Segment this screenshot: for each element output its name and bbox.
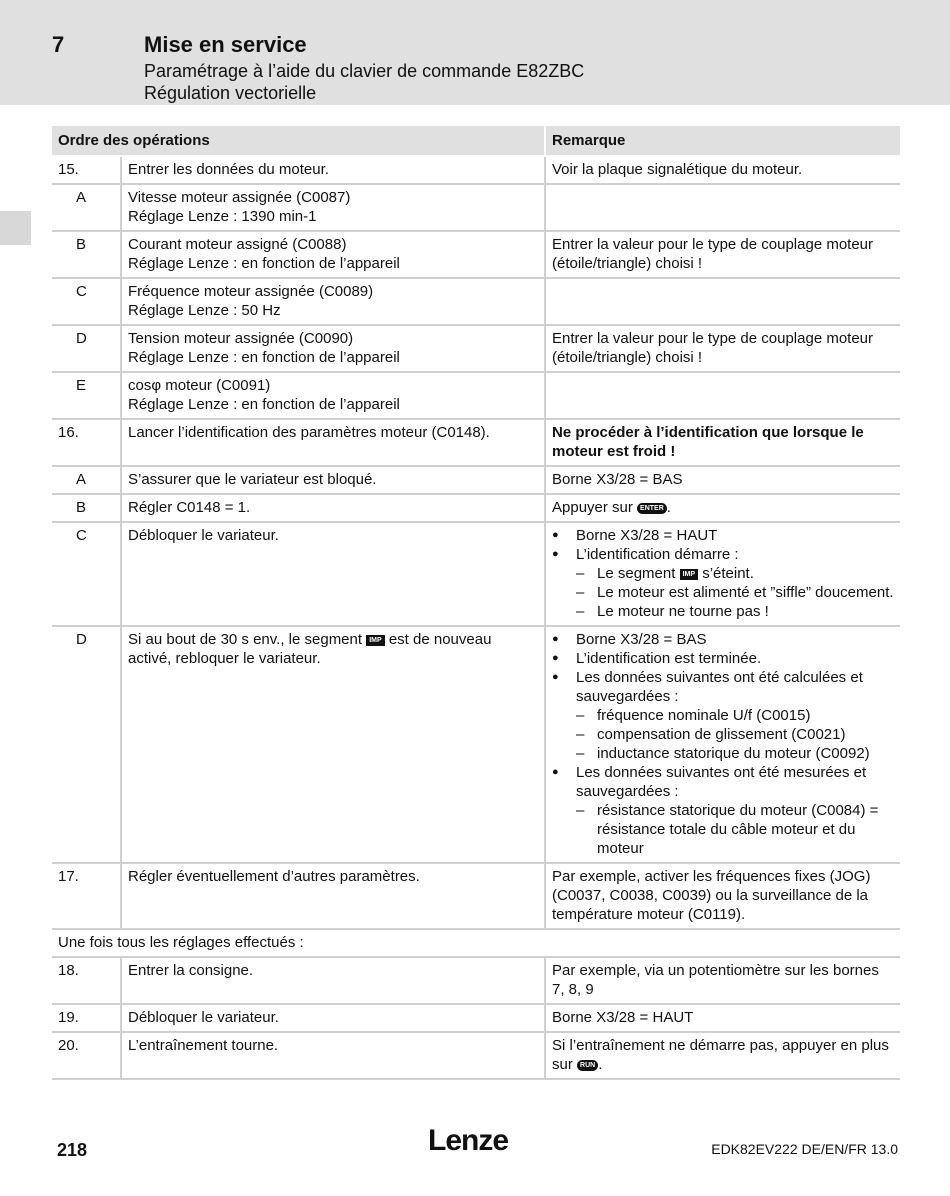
step-text-line: Réglage Lenze : en fonction de l’appareil [128, 396, 400, 413]
step-text [122, 279, 546, 324]
chapter-number: 7 [52, 32, 65, 57]
table-row [52, 232, 900, 279]
remark-text: Si l’entraînement ne démarre pas, appuyer en plus sur [552, 1037, 889, 1073]
table-row [52, 1005, 900, 1033]
step-remark: Par exemple, activer les fréquences fixes (JOG) (C0037, C0038, C0039) ou la surveillance de la température moteur (C0119). [552, 868, 871, 923]
list-item-text: L’identification démarre : [576, 546, 739, 563]
step-remark [546, 523, 900, 625]
lenze-logo: Lenze [428, 1124, 509, 1157]
step-remark [546, 185, 900, 230]
step-text: Régler éventuellement d’autres paramètres. [122, 864, 546, 928]
list-item: ● L’identification est terminée. [552, 649, 894, 668]
substep-letter: E [52, 373, 122, 418]
step-remark: Entrer la valeur pour le type de couplage moteur (étoile/triangle) choisi ! [552, 236, 874, 272]
remark-text: Appuyer sur [552, 499, 633, 516]
step-text-line: Tension moteur assignée (C0090) [128, 330, 354, 347]
dash-list [576, 801, 894, 858]
step-remark: Entrer la valeur pour le type de couplage moteur (étoile/triangle) choisi ! [552, 330, 874, 366]
list-item: ● Borne X3/28 = BAS [552, 630, 894, 649]
list-item: – Le moteur est alimenté et ”siffle” doucement. [576, 583, 894, 602]
document-reference: EDK82EV222 DE/EN/FR 13.0 [711, 1141, 898, 1157]
step-text-line: Courant moteur assigné (C0088) [128, 236, 347, 253]
step-number: 16. [52, 420, 122, 465]
step-remark-warning: Ne procéder à l’identification que lorsque le moteur est froid ! [552, 424, 864, 460]
step-text: S’assurer que le variateur est bloqué. [122, 467, 546, 493]
substep-letter: A [52, 467, 122, 493]
table-row [52, 495, 900, 523]
table-row [52, 1033, 900, 1080]
substep-letter: A [52, 185, 122, 230]
step-text [122, 185, 546, 230]
list-item-text: s’éteint. [702, 565, 754, 582]
list-item: – Le moteur ne tourne pas ! [576, 602, 894, 621]
step-text-line: cosφ moteur (C0091) [128, 377, 271, 394]
list-item [552, 545, 894, 621]
page-header [0, 0, 950, 105]
table-row [52, 279, 900, 326]
substep-letter: C [52, 279, 122, 324]
step-text [122, 627, 546, 862]
list-item: – résistance statorique du moteur (C0084) = résistance totale du câble moteur et du moteur [576, 801, 894, 858]
step-text: Débloquer le variateur. [122, 1005, 546, 1031]
table-header-row [52, 126, 900, 157]
column-header-operations: Ordre des opérations [52, 126, 546, 155]
list-item-text: Les données suivantes ont été calculées et sauvegardées : [576, 669, 863, 705]
dash-list [576, 706, 894, 763]
bullet-list [552, 630, 894, 858]
side-tab-marker [0, 211, 31, 245]
list-item: – inductance statorique du moteur (C0092) [576, 744, 894, 763]
remark-text: . [666, 499, 671, 516]
step-text-line: Fréquence moteur assignée (C0089) [128, 283, 374, 300]
table-row [52, 326, 900, 373]
remark-text: . [598, 1056, 603, 1073]
table-row [52, 420, 900, 467]
list-item: – fréquence nominale U/f (C0015) [576, 706, 894, 725]
chapter-title: Mise en service [144, 32, 307, 57]
substep-letter: B [52, 232, 122, 277]
step-text-line: Réglage Lenze : 1390 min-1 [128, 208, 317, 225]
table-row [52, 157, 900, 185]
step-remark: Par exemple, via un potentiomètre sur les bornes 7, 8, 9 [552, 962, 879, 998]
column-header-remark: Remarque [552, 132, 626, 149]
step-text [122, 232, 546, 277]
list-item: ● Borne X3/28 = HAUT [552, 526, 894, 545]
run-key-icon: RUN [577, 1060, 598, 1071]
step-text-line: Vitesse moteur assignée (C0087) [128, 189, 351, 206]
table-row [52, 958, 900, 1005]
substep-letter: D [52, 326, 122, 371]
enter-key-icon: ENTER [637, 503, 667, 514]
step-number: 17. [52, 864, 122, 928]
step-remark: Voir la plaque signalétique du moteur. [552, 161, 803, 178]
step-text: Entrer les données du moteur. [122, 157, 546, 183]
step-text [122, 326, 546, 371]
step-text-line: Réglage Lenze : en fonction de l’appareil [128, 255, 400, 272]
table-span-row: Une fois tous les réglages effectués : [52, 930, 900, 958]
substep-letter: C [52, 523, 122, 625]
step-remark: Borne X3/28 = HAUT [552, 1009, 694, 1026]
list-item [552, 763, 894, 858]
step-text: Entrer la consigne. [122, 958, 546, 1003]
step-remark: Borne X3/28 = BAS [552, 471, 683, 488]
list-item [576, 564, 894, 583]
table-row [52, 864, 900, 930]
table-row [52, 467, 900, 495]
step-remark [546, 1033, 900, 1078]
substep-letter: B [52, 495, 122, 521]
step-text: L’entraînement tourne. [122, 1033, 546, 1078]
step-text: Débloquer le variateur. [122, 523, 546, 625]
substep-letter: D [52, 627, 122, 862]
table-row [52, 185, 900, 232]
step-text-line: Réglage Lenze : en fonction de l’appareil [128, 349, 400, 366]
list-item: – compensation de glissement (C0021) [576, 725, 894, 744]
step-number: 18. [52, 958, 122, 1003]
page-number: 218 [57, 1140, 88, 1160]
table-row [52, 523, 900, 627]
step-text-part: est de nouveau activé, rebloquer le variateur. [128, 631, 492, 667]
list-item-text: Les données suivantes ont été mesurées et sauvegardées : [576, 764, 867, 800]
step-number: 20. [52, 1033, 122, 1078]
step-text-line: Réglage Lenze : 50 Hz [128, 302, 281, 319]
step-text: Régler C0148 = 1. [122, 495, 546, 521]
step-text: Lancer l’identification des paramètres moteur (C0148). [122, 420, 546, 465]
step-text-part: Si au bout de 30 s env., le segment [128, 631, 363, 648]
step-remark [546, 279, 900, 324]
step-remark [546, 627, 900, 862]
list-item-text: Le segment [597, 565, 676, 582]
section-subsubtitle: Régulation vectorielle [144, 83, 317, 103]
table-row [52, 373, 900, 420]
operations-table [52, 126, 900, 1080]
imp-segment-icon: IMP [366, 635, 384, 646]
bullet-list [552, 526, 894, 621]
step-number: 19. [52, 1005, 122, 1031]
list-item [552, 668, 894, 763]
section-subtitle: Paramétrage à l’aide du clavier de commande E82ZBC [144, 61, 585, 81]
step-remark [546, 373, 900, 418]
step-text [122, 373, 546, 418]
table-row [52, 627, 900, 864]
dash-list [576, 564, 894, 621]
step-number: 15. [52, 157, 122, 183]
imp-segment-icon: IMP [680, 569, 698, 580]
step-remark [546, 495, 900, 521]
